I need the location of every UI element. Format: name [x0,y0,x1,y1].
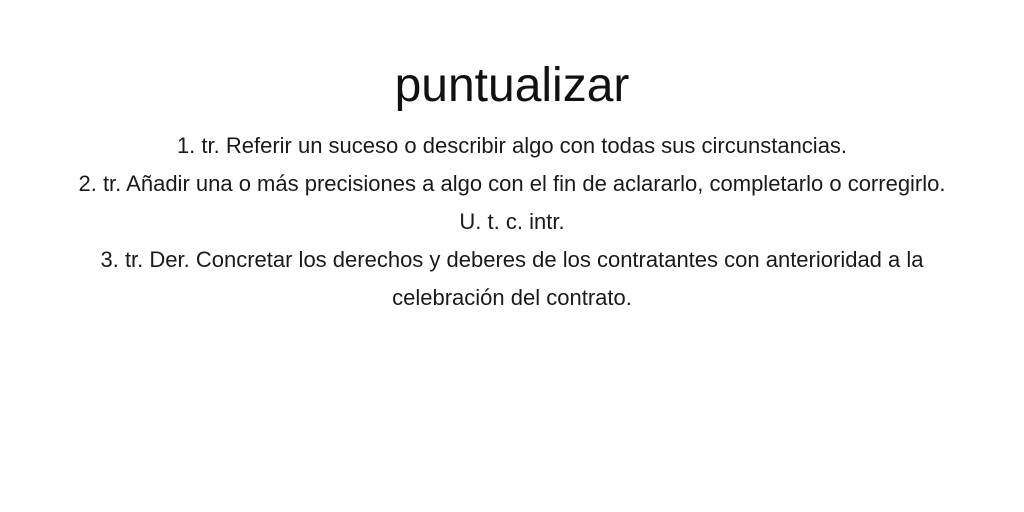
definition-item: 3. tr. Der. Concretar los derechos y deberes de los contratantes con anterioridad a la celebración del contrato. [100,247,924,310]
definition-item: 1. tr. Referir un suceso o describir algo con todas sus circunstancias. [176,133,848,158]
definition-item: 2. tr. Añadir una o más precisiones a algo con el fin de aclararlo, completarlo o corregirlo. U. t. c. intr. [78,171,946,234]
headword: puntualizar [394,59,630,112]
definition-list [72,127,952,317]
